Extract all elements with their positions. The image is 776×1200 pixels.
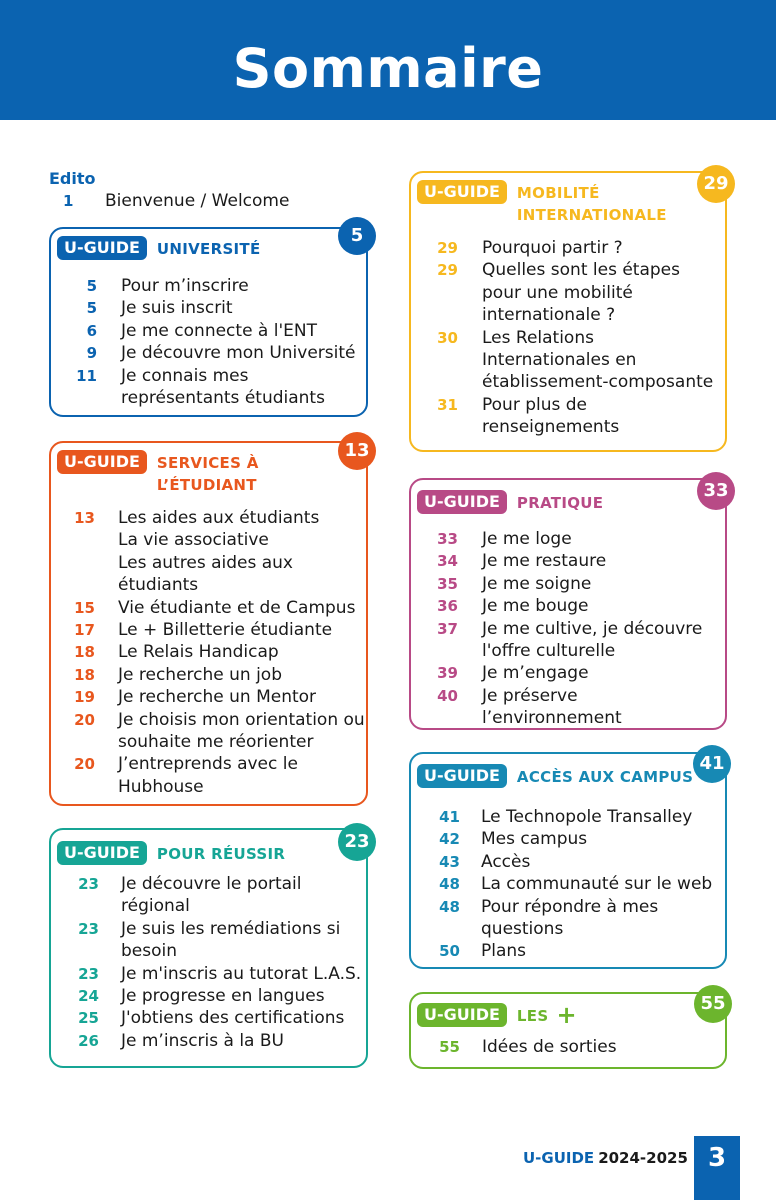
section-title: MOBILITÉ INTERNATIONALE	[516, 184, 667, 224]
page-number: 55	[439, 1038, 460, 1056]
page-number: 29	[437, 239, 458, 257]
section-reussir	[49, 828, 368, 1068]
page-number: 31	[437, 395, 458, 414]
toc-entry[interactable]	[51, 709, 366, 754]
section-title: SERVICES À L’ÉTUDIANT	[156, 454, 259, 494]
entry-title: Plans	[481, 941, 527, 962]
page-number: 48	[439, 897, 460, 916]
section-mobilite	[409, 171, 727, 452]
toc-entry[interactable]	[411, 851, 725, 873]
toc-entry[interactable]	[51, 686, 366, 708]
entry-title: Pour répondre à mes questions	[481, 896, 659, 940]
page-number: 20	[74, 755, 95, 774]
u-guide-tag: U-GUIDE	[417, 1003, 507, 1027]
page-badge: 33	[697, 472, 735, 510]
entry-title: Les Relations Internationales en établissement-composante	[482, 327, 714, 393]
page-number-box: 3	[694, 1136, 740, 1200]
entry-title: Le Technopole Transalley	[481, 807, 693, 827]
section-title	[516, 1001, 577, 1029]
edito-section	[49, 168, 290, 212]
page-number: 18	[74, 643, 95, 662]
toc-entry[interactable]	[51, 1030, 366, 1052]
toc-entry[interactable]	[51, 597, 366, 619]
page-number: 23	[78, 919, 99, 938]
page-badge: 23	[338, 823, 376, 861]
page-number: 36	[437, 597, 458, 616]
entry-title: J’entreprends avec le Hubhouse	[118, 754, 298, 797]
toc-entry[interactable]	[411, 595, 725, 617]
footer-guide: U-GUIDE	[523, 1149, 595, 1167]
toc-entry[interactable]	[51, 664, 366, 686]
entry-list	[411, 528, 725, 730]
page-number: 5	[86, 299, 97, 318]
toc-entry[interactable]	[411, 662, 725, 684]
page-number: 37	[437, 619, 458, 638]
toc-entry[interactable]	[49, 190, 290, 212]
entry-title: Je découvre le portail régional	[121, 874, 302, 917]
entry-list	[411, 237, 725, 439]
u-guide-tag: U-GUIDE	[57, 841, 147, 865]
entry-title: Je préserve l’environnement	[482, 685, 622, 729]
u-guide-tag: U-GUIDE	[417, 180, 507, 204]
entry-title: Je me cultive, je découvre l'offre culturelle	[482, 618, 703, 662]
toc-entry[interactable]	[51, 641, 366, 663]
entry-title: Le Relais Handicap	[118, 642, 279, 663]
entry-title: Les aides aux étudiants La vie associative Les autres aides aux étudiants	[118, 508, 320, 596]
entry-title: Je m’inscris à la BU	[121, 1030, 284, 1051]
page-number: 39	[437, 664, 458, 683]
entry-list	[51, 873, 366, 1052]
page-number: 1	[63, 192, 74, 210]
entry-title: Je recherche un Mentor	[118, 687, 317, 708]
edito-label: Edito	[49, 169, 96, 188]
page-number: 48	[439, 875, 460, 894]
section-title: UNIVERSITÉ	[156, 240, 261, 258]
page-number: 35	[437, 574, 458, 593]
toc-entry[interactable]	[411, 618, 725, 663]
section-title: ACCÈS AUX CAMPUS	[516, 768, 694, 786]
entry-title: Accès	[481, 851, 531, 872]
entry-list	[411, 806, 725, 963]
toc-entry[interactable]	[51, 918, 366, 963]
entry-title: Quelles sont les étapes pour une mobilité internationale ?	[482, 260, 680, 326]
toc-entry[interactable]	[411, 828, 725, 850]
page-number: 25	[78, 1009, 99, 1028]
entry-title: Je choisis mon orientation ou souhaite me réorienter	[118, 709, 365, 753]
toc-entry[interactable]	[51, 507, 366, 597]
entry-title: Je me restaure	[482, 551, 607, 572]
entry-title: Bienvenue / Welcome	[105, 191, 290, 211]
toc-entry[interactable]	[51, 365, 366, 410]
u-guide-tag: U-GUIDE	[417, 490, 507, 514]
section-title: POUR RÉUSSIR	[156, 845, 286, 863]
page-number: 11	[76, 366, 97, 385]
page-number: 15	[74, 598, 95, 617]
u-guide-tag: U-GUIDE	[417, 764, 507, 788]
entry-title: Je me loge	[482, 529, 572, 549]
entry-title: Pour plus de renseignements	[482, 394, 620, 438]
entry-title: Je connais mes représentants étudiants	[121, 365, 325, 409]
entry-title: Je recherche un job	[118, 664, 282, 685]
entry-title: Je m'inscris au tutorat L.A.S.	[121, 963, 362, 984]
page-number: 19	[74, 688, 95, 707]
page-number: 40	[437, 686, 458, 705]
toc-entry[interactable]	[411, 528, 725, 550]
entry-title: Je m’engage	[482, 663, 589, 684]
page-number: 26	[78, 1031, 99, 1050]
entry-title: Je me bouge	[482, 596, 589, 617]
page-badge: 5	[338, 217, 376, 255]
toc-entry[interactable]	[51, 963, 366, 985]
entry-title: Pour m’inscrire	[121, 276, 249, 296]
toc-entry[interactable]	[411, 573, 725, 595]
page-number: 30	[437, 328, 458, 347]
toc-entry[interactable]	[411, 896, 725, 941]
entry-title: La communauté sur le web	[481, 874, 713, 895]
page-number: 23	[78, 875, 99, 893]
page-badge: 29	[697, 165, 735, 203]
page-number: 20	[74, 710, 95, 729]
toc-entry[interactable]	[411, 259, 725, 326]
section-plus	[409, 992, 727, 1069]
toc-entry[interactable]	[411, 940, 725, 962]
toc-entry[interactable]	[51, 753, 366, 798]
page-badge: 13	[338, 432, 376, 470]
plus-icon: +	[556, 1001, 577, 1029]
toc-entry[interactable]	[51, 619, 366, 641]
page-title: Sommaire	[232, 37, 544, 100]
u-guide-tag: U-GUIDE	[57, 450, 147, 474]
page-badge: 41	[693, 745, 731, 783]
section-universite	[49, 227, 368, 417]
page-number: 33	[437, 530, 458, 548]
entry-title: Je progresse en langues	[121, 986, 325, 1007]
section-title: PRATIQUE	[516, 494, 604, 512]
page-number: 42	[439, 830, 460, 849]
entry-title: Je découvre mon Université	[121, 343, 356, 364]
toc-entry[interactable]	[51, 297, 366, 319]
entry-list	[51, 275, 366, 409]
page-number: 50	[439, 942, 460, 961]
page-number: 24	[78, 987, 99, 1006]
page-badge: 55	[694, 985, 732, 1023]
page-number: 17	[74, 621, 95, 640]
toc-entry[interactable]	[411, 394, 725, 439]
toc-entry[interactable]	[51, 320, 366, 342]
toc-entry[interactable]	[51, 275, 366, 297]
toc-entry[interactable]	[51, 342, 366, 364]
page-number: 34	[437, 552, 458, 571]
entry-title: Je me soigne	[482, 573, 592, 594]
section-pratique	[409, 478, 727, 730]
page-number: 13	[74, 509, 95, 527]
toc-entry[interactable]	[411, 806, 725, 828]
toc-entry[interactable]	[411, 685, 725, 730]
entry-list	[51, 507, 366, 798]
entry-title: Je me connecte à l'ENT	[121, 320, 317, 341]
page-number: 29	[437, 261, 458, 280]
entry-title: Le + Billetterie étudiante	[118, 620, 333, 641]
header-banner	[0, 0, 776, 120]
toc-entry[interactable]	[51, 985, 366, 1007]
toc-entry[interactable]	[411, 327, 725, 394]
page-number: 9	[86, 344, 97, 363]
page-number: 23	[78, 964, 99, 983]
entry-title: Je suis les remédiations si besoin	[121, 918, 341, 962]
entry-title: Vie étudiante et de Campus	[118, 597, 356, 618]
page-number: 6	[86, 321, 97, 340]
footer-year: 2024-2025	[598, 1149, 688, 1167]
entry-title: Pourquoi partir ?	[482, 238, 623, 258]
toc-entry[interactable]	[411, 237, 725, 259]
section-services	[49, 441, 368, 806]
toc-entry[interactable]	[411, 873, 725, 895]
entry-title: Je suis inscrit	[121, 298, 233, 319]
toc-entry[interactable]	[411, 1036, 725, 1058]
entry-title: J'obtiens des certifications	[121, 1008, 345, 1029]
page-number: 41	[439, 808, 460, 826]
footer-guide-year	[523, 1147, 688, 1169]
entry-title: Idées de sorties	[482, 1037, 617, 1057]
toc-entry[interactable]	[51, 1007, 366, 1029]
page-number: 43	[439, 852, 460, 871]
page-number: 18	[74, 665, 95, 684]
u-guide-tag: U-GUIDE	[57, 236, 147, 260]
section-title-text: LES	[516, 1007, 549, 1025]
entry-title: Mes campus	[481, 829, 588, 850]
entry-list	[411, 1036, 725, 1058]
toc-entry[interactable]	[411, 550, 725, 572]
page-number: 5	[86, 277, 97, 295]
section-acces	[409, 752, 727, 969]
toc-entry[interactable]	[51, 873, 366, 918]
